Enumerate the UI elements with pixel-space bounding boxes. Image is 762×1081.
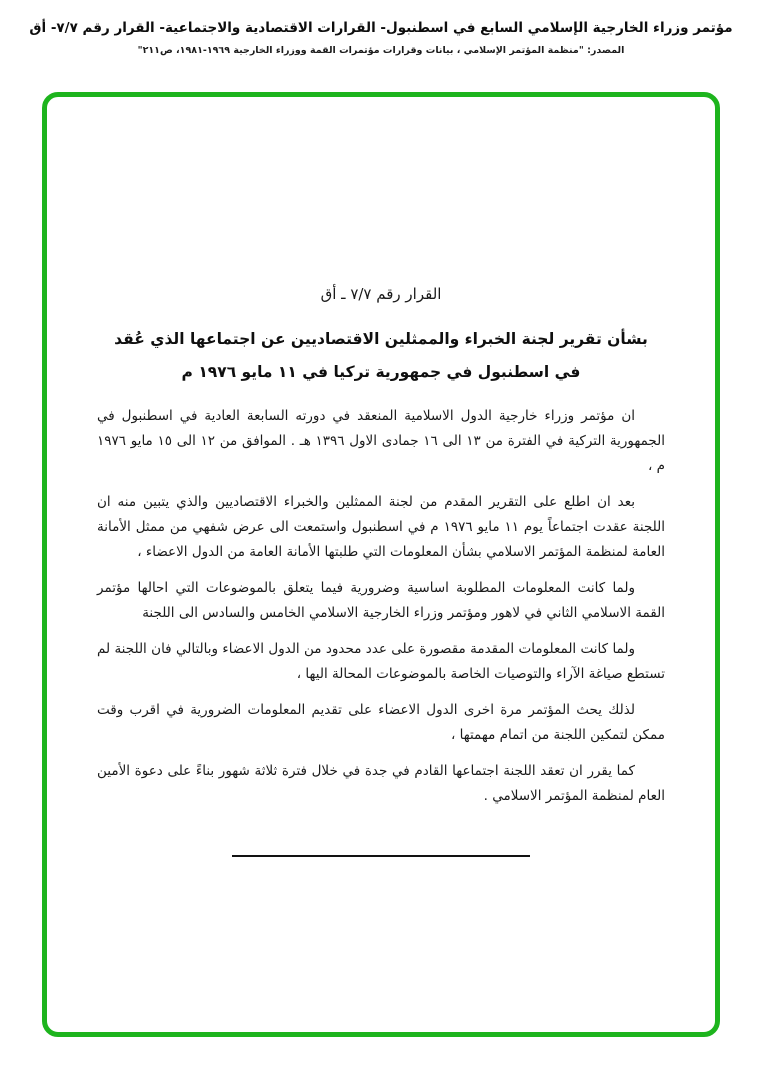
decision-number: القرار رقم ٧/٧ ـ أق	[320, 285, 442, 303]
page-header	[0, 0, 762, 56]
document-header-title: مؤتمر وزراء الخارجية الإسلامي السابع في اسطنبول- القرارات الاقتصادية والاجتماعية- القرار رقم ٧/٧- أق	[29, 20, 733, 36]
document-frame	[42, 92, 720, 1037]
paragraph: ان مؤتمر وزراء خارجية الدول الاسلامية المنعقد في دورته السابعة العادية في اسطنبول في الجمهورية التركية في الفترة من ١٣ الى ١٦ جمادى الاول ١٣٩٦ هـ . الموافق من ١٢ الى ١٥ مايو ١٩٧٦ م ،	[97, 408, 666, 475]
decision-subject: بشأن تقرير لجنة الخبراء والممثلين الاقتصاديين عن اجتماعها الذي عُقد في اسطنبول في جمهورية تركيا في ١١ مايو ١٩٧٦ م	[114, 330, 648, 381]
paragraph: بعد ان اطلع على التقرير المقدم من لجنة الممثلين والخبراء الاقتصاديين والذي يتبين منه ان اللجنة عقدت اجتماعاً يوم ١١ مايو ١٩٧٦ م في اسطنبول واستمعت الى عرض شفهي من ممثل الأمانة العامة لمنظمة المؤتمر الاسلامي بشأن المعلومات التي طلبتها الأمانة العامة من الدول الاعضاء ،	[97, 494, 665, 560]
paragraph: ولما كانت المعلومات المقدمة مقصورة على عدد محدود من الدول الاعضاء وبالتالي فان اللجنة لم تستطع صياغة الآراء والتوصيات الخاصة بالموضوعات المحالة اليها ،	[97, 640, 665, 682]
end-divider-rule	[232, 855, 530, 857]
paragraph: كما يقرر ان تعقد اللجنة اجتماعها القادم في جدة في خلال فترة ثلاثة شهور بناءً على دعوة الأمين العام لمنظمة المؤتمر الاسلامي .	[97, 762, 665, 804]
document-source-line: المصدر: "منظمة المؤتمر الإسلامي ، بيانات وقرارات مؤتمرات القمة ووزراء الخارجية ١٩٦٩-١٩٨١، ص٢١١"	[137, 45, 625, 56]
paragraph: لذلك يحث المؤتمر مرة اخرى الدول الاعضاء على تقديم المعلومات الضرورية في اقرب وقت ممكن لتمكين اللجنة من اتمام مهمتها ،	[97, 701, 665, 743]
paragraph: ولما كانت المعلومات المطلوبة اساسية وضرورية فيما يتعلق بالموضوعات التي احالها مؤتمر القمة الاسلامي الثاني في لاهور ومؤتمر وزراء الخارجية الاسلامي الخامس والسادس الى اللجنة	[97, 579, 665, 621]
decision-body	[97, 404, 665, 809]
